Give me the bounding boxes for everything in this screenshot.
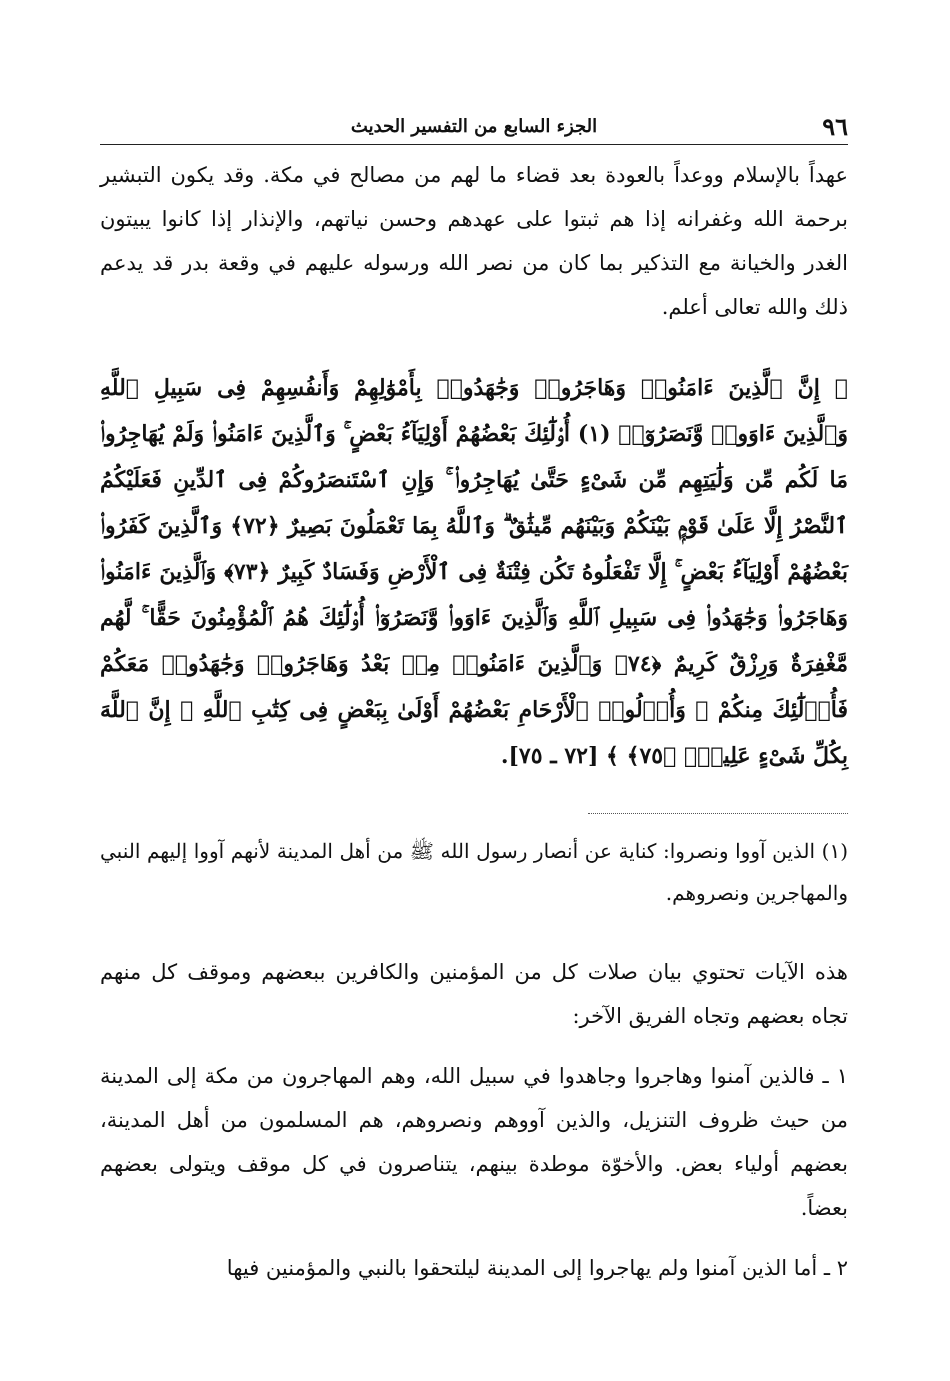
intro-paragraph: عهداً بالإسلام ووعداً بالعودة بعد قضاء ما لهم من مصالح في مكة. وقد يكون التبشير برحمة الله وغفرانه إذا هم ثبتوا على عهدهم وحسن نياتهم، والإنذار إذا كانوا يبيتون الغدر والخيانة مع التذكير بما كان من نصر الله ورسوله عليهم في وقعة بدر قد يدعم ذلك والله تعالى أعلم. <box>100 163 848 319</box>
book-page <box>100 110 848 1341</box>
body-paragraph-2: ١ ـ فالذين آمنوا وهاجروا وجاهدوا في سبيل الله، وهم المهاجرون من مكة إلى المدينة من حيث ظروف التنزيل، والذين آووهم ونصروهم، هم المسلمون من أهل المدينة، بعضهم أولياء بعض. والأخوّة موطدة بينهم، يتناصرون في كل موقف ويتولى بعضهم بعضاً. <box>100 1064 848 1220</box>
running-header <box>100 110 848 145</box>
page-number: ٩٦ <box>822 112 848 141</box>
body-paragraph-1: هذه الآيات تحتوي بيان صلات كل من المؤمنين والكافرين ببعضهم وموقف كل منهم تجاه بعضهم وتجاه الفريق الآخر: <box>100 960 848 1028</box>
footnote: (١) الذين آووا ونصروا: كناية عن أنصار رسول الله ﷺ من أهل المدينة لأنهم آووا إليهم النبي والمهاجرين ونصروهم. <box>100 839 848 905</box>
footnote-divider <box>588 813 848 814</box>
body-paragraph-3: ٢ ـ أما الذين آمنوا ولم يهاجروا إلى المدينة ليلتحقوا بالنبي والمؤمنين فيها <box>226 1256 848 1280</box>
book-title: الجزء السابع من التفسير الحديث <box>350 116 598 137</box>
quran-verses: ﴿ إِنَّ ٱلَّذِينَ ءَامَنُوا۟ وَهَاجَرُوا۟ وَجَٰهَدُوا۟ بِأَمْوَٰلِهِمْ وَأَنفُسِهِمْ فِى سَبِيلِ ٱللَّهِ وَٱلَّذِينَ ءَاوَوا۟ وَّنَصَرُوٓا۟ (١) أُو۟لَٰٓئِكَ بَعْضُهُمْ أَوْلِيَآءُ بَعْضٍ ۚ وَٱلَّذِينَ ءَامَنُوا۟ وَلَمْ يُهَاجِرُوا۟ مَا لَكُم مِّن وَلَٰيَتِهِم مِّن شَىْءٍ حَتَّىٰ يُهَاجِرُوا۟ ۚ وَإِنِ ٱسْتَنصَرُوكُمْ فِى ٱلدِّينِ فَعَلَيْكُمُ ٱلنَّصْرُ إِلَّا عَلَىٰ قَوْمٍۭ بَيْنَكُمْ وَبَيْنَهُم مِّيثَٰقٌ ۗ وَٱللَّهُ بِمَا تَعْمَلُونَ بَصِيرٌ ﴿٧٢﴾ وَٱلَّذِينَ كَفَرُوا۟ بَعْضُهُمْ أَوْلِيَآءُ بَعْضٍ ۚ إِلَّا تَفْعَلُوهُ تَكُن فِتْنَةٌ فِى ٱلْأَرْضِ وَفَسَادٌ كَبِيرٌ ﴿٧٣﴾ وَٱلَّذِينَ ءَامَنُوا۟ وَهَاجَرُوا۟ وَجَٰهَدُوا۟ فِى سَبِيلِ ٱللَّهِ وَٱلَّذِينَ ءَاوَوا۟ وَّنَصَرُوٓا۟ أُو۟لَٰٓئِكَ هُمُ ٱلْمُؤْمِنُونَ حَقًّا ۚ لَّهُم مَّغْفِرَةٌ وَرِزْقٌ كَرِيمٌ ﴿٧٤﴾ وَٱلَّذِينَ ءَامَنُوا۟ مِنۢ بَعْدُ وَهَاجَرُوا۟ وَجَٰهَدُوا۟ مَعَكُمْ فَأُو۟لَٰٓئِكَ مِنكُمْ ۚ وَأُو۟لُوا۟ ٱلْأَرْحَامِ بَعْضُهُمْ أَوْلَىٰ بِبَعْضٍ فِى كِتَٰبِ ٱللَّهِ ۗ إِنَّ ٱللَّهَ بِكُلِّ شَىْءٍ عَلِيمٌۢ ﴿٧٥﴾ ﴾ [٧٢ ـ ٧٥]. <box>100 375 849 769</box>
